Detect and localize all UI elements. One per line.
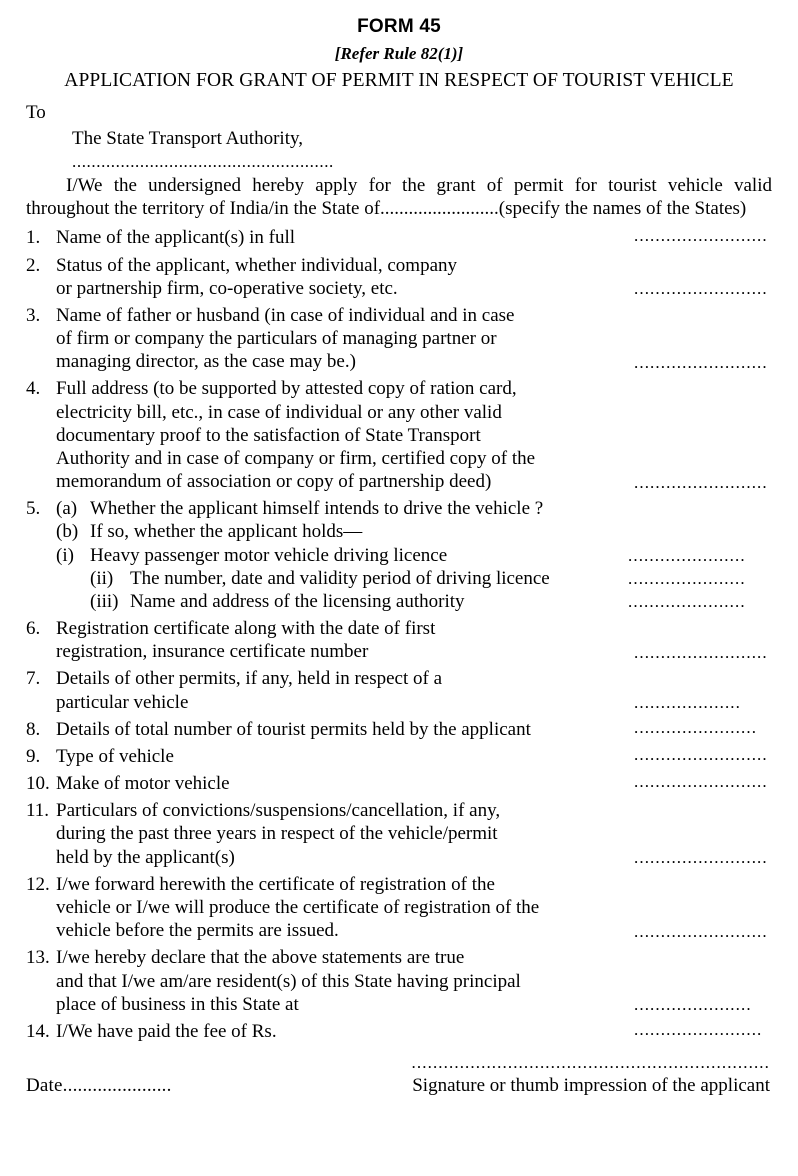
item-line: Details of total number of tourist permits held by the applicant (56, 718, 531, 740)
rule-reference: [Refer Rule 82(1)] (334, 44, 464, 63)
answer-blank[interactable]: ......................... (634, 772, 768, 792)
application-heading: APPLICATION FOR GRANT OF PERMIT IN RESPECT OF TOURIST VEHICLE (64, 70, 734, 91)
item-line: particular vehicle (56, 691, 189, 713)
item-line: Full address (to be supported by attested copy of ration card, (56, 378, 517, 400)
list-item (26, 873, 772, 943)
list-item (26, 718, 772, 741)
item-body (56, 745, 634, 768)
list-item (26, 617, 772, 663)
footer-row (26, 1075, 772, 1097)
item-body (56, 873, 634, 943)
answer-blank[interactable]: ......................... (634, 642, 768, 662)
subitem-label: (i) (56, 544, 74, 566)
item-number: 10. (26, 773, 50, 795)
item-number: 12. (26, 873, 50, 895)
subitem-text: If so, whether the applicant holds— (90, 521, 363, 543)
answer-blank[interactable]: ...................... (628, 546, 746, 566)
intro-text: I/We the undersigned hereby apply for the grant of permit for tourist vehicle valid throughout the territory of India/in the State of.........................(specify the names of the States) (26, 175, 772, 220)
subitem (56, 497, 766, 520)
item-line: Registration certificate along with the date of first (56, 618, 436, 640)
item-body (56, 497, 772, 613)
item-line: I/we forward herewith the certificate of registration of the (56, 873, 495, 895)
item-line: memorandum of association or copy of partnership deed) (56, 471, 492, 493)
answer-blank[interactable]: ......................... (634, 352, 768, 372)
item-number: 4. (26, 378, 41, 400)
item-line: Name of the applicant(s) in full (56, 227, 296, 249)
item-line: Particulars of convictions/suspensions/cancellation, if any, (56, 800, 501, 822)
subitem-text: Whether the applicant himself intends to drive the vehicle ? (90, 498, 544, 520)
item-number: 3. (26, 304, 41, 326)
item-number: 6. (26, 618, 41, 640)
answer-blank[interactable]: .................... (634, 693, 741, 713)
subitem-text: Heavy passenger motor vehicle driving licence (90, 544, 448, 566)
list-item (26, 377, 772, 493)
subitem-row (56, 520, 766, 543)
item-body (56, 226, 634, 249)
item-number: 7. (26, 668, 41, 690)
item-line: Status of the applicant, whether individual, company (56, 254, 458, 276)
answer-blank[interactable]: ......................... (634, 279, 768, 299)
signature-label: Signature or thumb impression of the applicant (412, 1075, 770, 1097)
subitem-text: The number, date and validity period of driving licence (130, 567, 550, 589)
authority-blank: ...................................................... (72, 152, 334, 171)
subitem-row (56, 497, 766, 520)
list-item (26, 745, 772, 768)
item-line: place of business in this State at (56, 993, 299, 1015)
list-item (26, 667, 772, 713)
item-line: vehicle or I/we will produce the certificate of registration of the (56, 896, 540, 918)
subitem (90, 590, 628, 613)
subitem-label: (iii) (90, 590, 119, 612)
answer-blank[interactable]: ...................... (628, 592, 746, 612)
list-item (26, 254, 772, 300)
item-number: 1. (26, 227, 41, 249)
subitem-label: (b) (56, 521, 79, 543)
item-number: 9. (26, 745, 41, 767)
item-line: Type of vehicle (56, 745, 174, 767)
list-item (26, 304, 772, 374)
item-number: 13. (26, 947, 50, 969)
list-item (26, 946, 772, 1016)
authority-line: The State Transport Authority, (72, 128, 303, 149)
items-list (26, 226, 772, 1043)
subitem (90, 567, 628, 590)
subitem-text: Name and address of the licensing authority (130, 590, 465, 612)
item-line: I/we hereby declare that the above statements are true (56, 947, 465, 969)
answer-blank[interactable]: ......................... (634, 744, 768, 764)
item-line: Make of motor vehicle (56, 773, 230, 795)
answer-blank[interactable]: ......................... (634, 472, 768, 492)
item-line: of firm or company the particulars of managing partner or (56, 328, 497, 350)
item-line: or partnership firm, co-operative society, etc. (56, 277, 398, 299)
subitem (56, 520, 766, 543)
item-body (56, 799, 634, 869)
item-line: Details of other permits, if any, held in respect of a (56, 668, 443, 690)
list-item (26, 497, 772, 613)
subitem-row (56, 544, 766, 567)
page-title: FORM 45 (357, 16, 441, 37)
item-line: and that I/we am/are resident(s) of this State having principal (56, 970, 521, 992)
date-field[interactable]: Date...................... (26, 1075, 172, 1097)
footer (26, 1053, 772, 1097)
item-body (56, 254, 634, 300)
answer-blank[interactable]: ......................... (634, 226, 768, 246)
item-line: held by the applicant(s) (56, 846, 235, 868)
item-line: managing director, as the case may be.) (56, 351, 356, 373)
item-line: Authority and in case of company or firm, certified copy of the (56, 447, 536, 469)
item-body (56, 304, 634, 374)
subitem (56, 544, 628, 567)
subitem-label: (a) (56, 498, 78, 520)
signature-blank[interactable]: ................................................................... (411, 1053, 770, 1073)
item-line: documentary proof to the satisfaction of State Transport (56, 424, 481, 446)
answer-blank[interactable]: ...................... (628, 569, 746, 589)
item-body (56, 946, 634, 1016)
intro-paragraph (26, 174, 772, 220)
item-line: electricity bill, etc., in case of individual or any other valid (56, 401, 502, 423)
answer-blank[interactable]: ...................... (634, 995, 752, 1015)
answer-blank[interactable]: ........................ (634, 1019, 763, 1039)
list-item (26, 772, 772, 795)
item-body (56, 772, 634, 795)
item-number: 11. (26, 800, 50, 822)
item-line: Name of father or husband (in case of individual and in case (56, 304, 515, 326)
subitem-row (56, 590, 766, 613)
item-body (56, 667, 634, 713)
list-item (26, 226, 772, 249)
item-number: 5. (26, 498, 41, 520)
answer-blank[interactable]: ......................... (634, 848, 768, 868)
item-number: 14. (26, 1020, 50, 1042)
item-body (56, 377, 634, 493)
list-item (26, 799, 772, 869)
item-body (56, 718, 634, 741)
to-label: To (26, 102, 46, 123)
answer-blank[interactable]: ......................... (634, 921, 768, 941)
item-line: registration, insurance certificate number (56, 641, 369, 663)
item-line: I/We have paid the fee of Rs. (56, 1020, 277, 1042)
item-body (56, 1020, 634, 1043)
item-line: during the past three years in respect of the vehicle/permit (56, 823, 498, 845)
list-item (26, 1020, 772, 1043)
item-number: 2. (26, 254, 41, 276)
item-body (56, 617, 634, 663)
item-number: 8. (26, 718, 41, 740)
item-line: vehicle before the permits are issued. (56, 920, 339, 942)
subitem-row (56, 567, 766, 590)
answer-blank[interactable]: ....................... (634, 717, 758, 737)
subitem-label: (ii) (90, 567, 114, 589)
